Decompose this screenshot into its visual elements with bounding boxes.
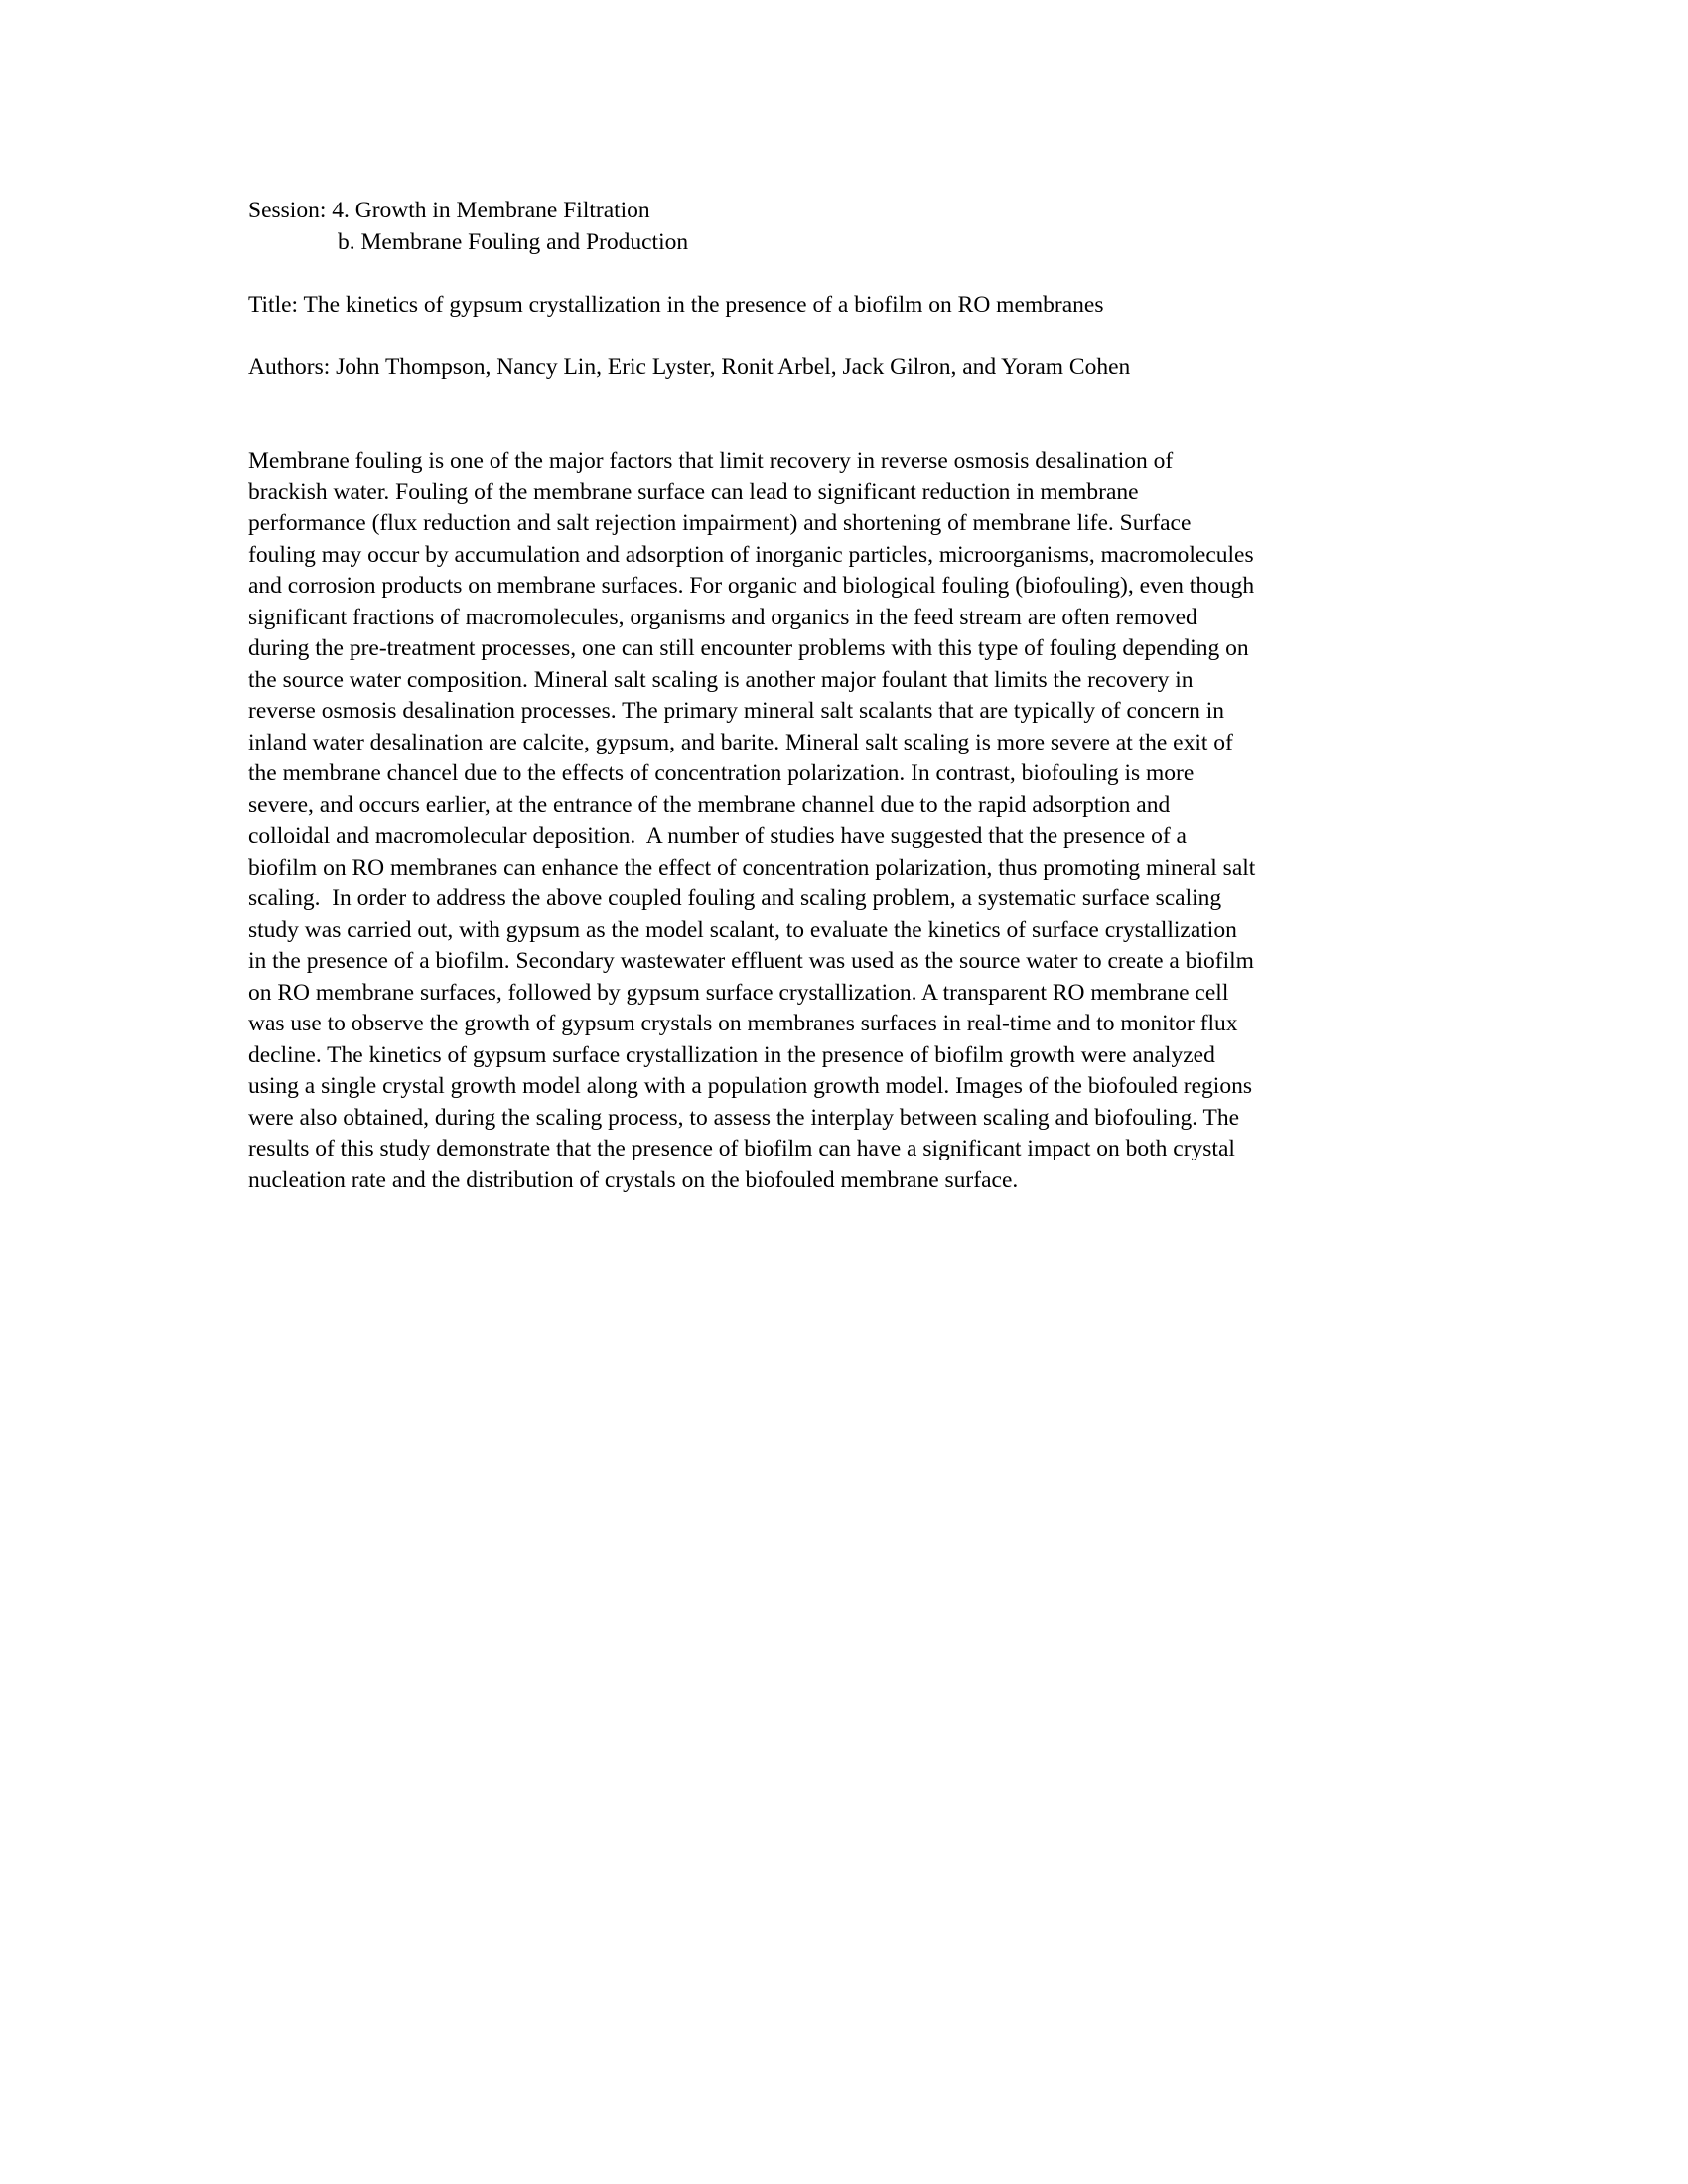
session-line: Session: 4. Growth in Membrane Filtration: [248, 198, 650, 223]
session-subline: b. Membrane Fouling and Production: [338, 228, 689, 255]
abstract-line: biofilm on RO membranes can enhance the effect of concentration polarization, thus promoting mineral salt: [248, 854, 1256, 881]
abstract-line: scaling. In order to address the above coupled fouling and scaling problem, a systematic surface scaling: [248, 886, 1222, 911]
abstract-line: decline. The kinetics of gypsum surface crystallization in the presence of biofilm growth were analyzed: [248, 1041, 1215, 1068]
abstract-line: Membrane fouling is one of the major factors that limit recovery in reverse osmosis desalination of: [248, 448, 1174, 474]
document-text-column: [248, 196, 1475, 1196]
abstract-line: during the pre-treatment processes, one can still encounter problems with this type of fouling depending on: [248, 635, 1249, 661]
abstract-line: was use to observe the growth of gypsum crystals on membranes surfaces in real-time and to monitor flux: [248, 1011, 1238, 1036]
abstract-line: study was carried out, with gypsum as the model scalant, to evaluate the kinetics of surface crystallization: [248, 916, 1237, 943]
abstract-line: in the presence of a biofilm. Secondary wastewater effluent was used as the source water to create a biofilm: [248, 948, 1254, 974]
abstract-paragraph: [248, 446, 1475, 1196]
abstract-line: the membrane chancel due to the effects of concentration polarization. In contrast, biofouling is more: [248, 760, 1195, 786]
title-line: Title: The kinetics of gypsum crystallization in the presence of a biofilm on RO membranes: [248, 291, 1104, 318]
abstract-line: using a single crystal growth model along with a population growth model. Images of the biofouled regions: [248, 1073, 1252, 1099]
abstract-line: results of this study demonstrate that the presence of biofilm can have a significant impact on both crystal: [248, 1136, 1235, 1161]
abstract-line: brackish water. Fouling of the membrane surface can lead to significant reduction in membrane: [248, 478, 1139, 505]
abstract-line: the source water composition. Mineral salt scaling is another major foulant that limits the recovery in: [248, 666, 1194, 693]
abstract-line: and corrosion products on membrane surfaces. For organic and biological fouling (biofouling), even though: [248, 573, 1255, 599]
abstract-line: colloidal and macromolecular deposition. A number of studies have suggested that the presence of a: [248, 823, 1187, 849]
abstract-line: reverse osmosis desalination processes. The primary mineral salt scalants that are typically of concern in: [248, 698, 1224, 724]
abstract-line: nucleation rate and the distribution of crystals on the biofouled membrane surface.: [248, 1166, 1019, 1193]
abstract-line: severe, and occurs earlier, at the entrance of the membrane channel due to the rapid adsorption and: [248, 791, 1171, 818]
authors-line: Authors: John Thompson, Nancy Lin, Eric Lyster, Ronit Arbel, Jack Gilron, and Yoram Cohen: [248, 353, 1131, 380]
abstract-line: performance (flux reduction and salt rejection impairment) and shortening of membrane life. Surface: [248, 510, 1192, 536]
abstract-line: inland water desalination are calcite, gypsum, and barite. Mineral salt scaling is more severe at the exit of: [248, 729, 1233, 755]
abstract-line: on RO membrane surfaces, followed by gypsum surface crystallization. A transparent RO membrane cell: [248, 979, 1229, 1006]
abstract-line: significant fractions of macromolecules, organisms and organics in the feed stream are often removed: [248, 604, 1197, 630]
abstract-line: were also obtained, during the scaling process, to assess the interplay between scaling and biofouling. The: [248, 1104, 1240, 1131]
abstract-line: fouling may occur by accumulation and adsorption of inorganic particles, microorganisms, macromolecules: [248, 541, 1254, 568]
